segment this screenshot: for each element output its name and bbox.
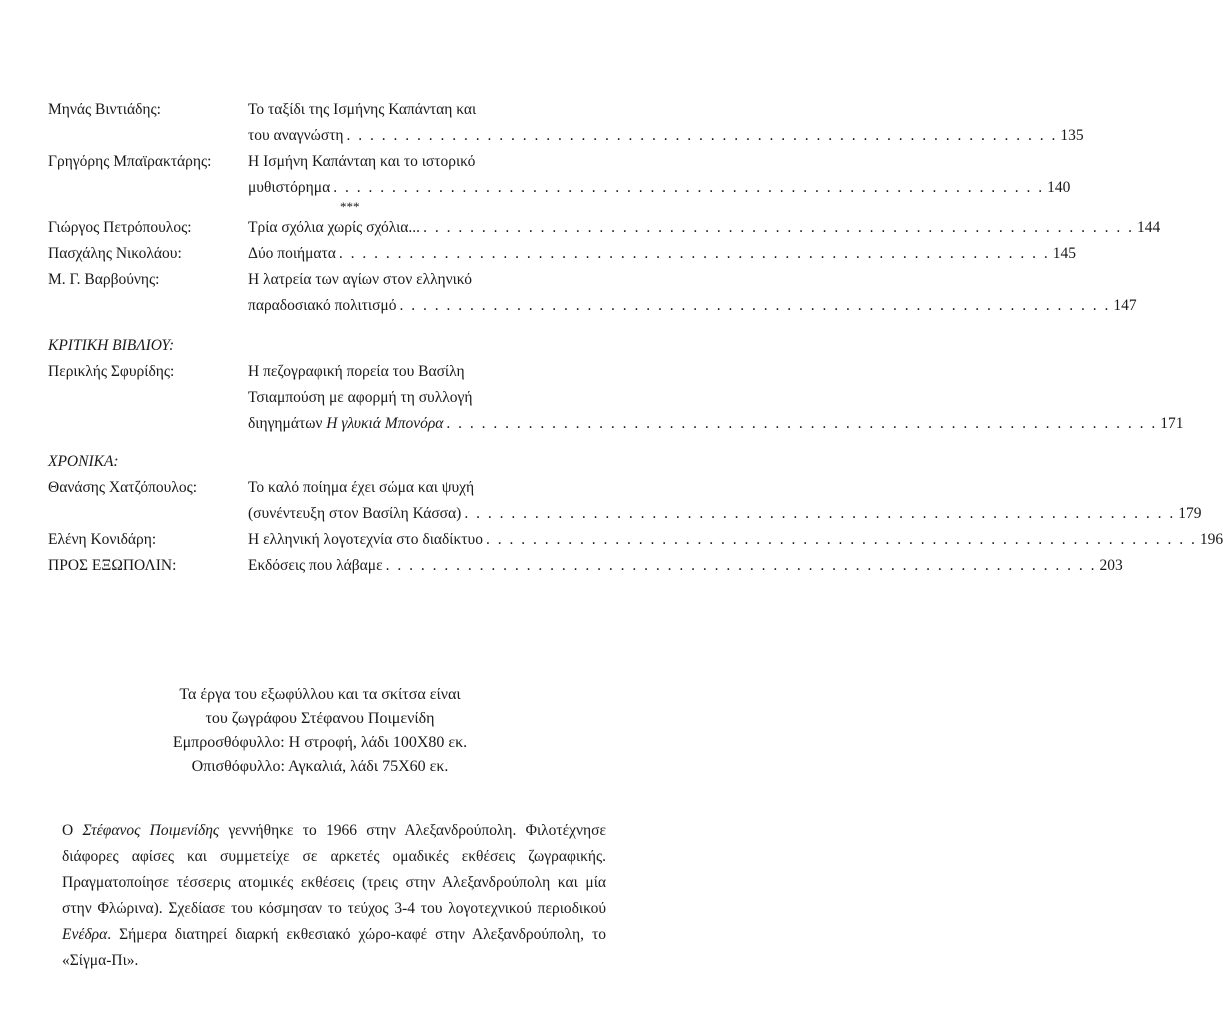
toc-leader-dots — [423, 215, 1134, 241]
toc-author: Πασχάλης Νικολάου: — [48, 245, 182, 262]
toc-author: ΠΡΟΣ ΕΞΩΠΟΛΙΝ: — [48, 557, 177, 574]
section-heading-chronicles: ΧΡΟΝΙΚΑ: — [48, 453, 119, 470]
toc-title-line: μυθιστόρημα — [248, 179, 331, 196]
toc-entry — [48, 527, 1223, 553]
toc-leader-dots — [347, 123, 1058, 149]
toc-page-number: 179 — [1178, 505, 1202, 522]
toc-title-line: Εκδόσεις που λάβαμε — [248, 557, 383, 574]
toc-leader-dots — [464, 501, 1175, 527]
toc-leader-dots — [446, 411, 1157, 437]
toc-entry — [48, 267, 1137, 319]
toc-author: Γρηγόρης Μπαϊρακτάρης: — [48, 153, 212, 170]
credits-line: Εμπροσθόφυλλο: Η στροφή, λάδι 100Χ80 εκ. — [172, 734, 468, 751]
credits-line: Τα έργα του εξωφύλλου και τα σκίτσα είναι — [179, 686, 461, 703]
toc-page-number: 144 — [1136, 219, 1161, 236]
toc-title-line: Η λατρεία των αγίων στον ελληνικό — [248, 271, 473, 288]
toc-entry — [48, 241, 1077, 267]
toc-title-line: (συνέντευξη στον Βασίλη Κάσσα) — [248, 505, 462, 522]
toc-author: Περικλής Σφυρίδης: — [48, 363, 175, 380]
toc-leader-dots — [399, 293, 1110, 319]
journal-name: Ενέδρα — [62, 926, 108, 943]
toc-title-line: Τσιαμπούση με αφορμή τη συλλογή — [248, 389, 473, 406]
cover-credits — [60, 683, 580, 779]
toc-entry — [48, 553, 1123, 579]
toc-page-number: 203 — [1099, 557, 1123, 574]
toc-title-line: Η πεζογραφική πορεία του Βασίλη — [248, 363, 465, 380]
credits-line: του ζωγράφου Στέφανου Ποιμενίδη — [205, 710, 435, 727]
toc-title-line: παραδοσιακό πολιτισμό — [248, 297, 397, 314]
toc-title-line: Η ελληνική λογοτεχνία στο διαδίκτυο — [248, 531, 483, 548]
toc-page-number: 196 — [1199, 531, 1223, 548]
toc-work — [248, 149, 1070, 201]
table-of-contents — [48, 97, 1223, 579]
toc-leader-dots — [386, 553, 1097, 579]
credits-line: Οπισθόφυλλο: Αγκαλιά, λάδι 75Χ60 εκ. — [191, 758, 449, 775]
toc-title-line: Τρία σχόλια χωρίς σχόλια... — [248, 219, 421, 236]
toc-leader-dots — [333, 175, 1044, 201]
toc-entry — [48, 475, 1202, 527]
toc-title-line: Δύο ποιήματα — [248, 245, 336, 262]
toc-entry — [48, 149, 1071, 201]
toc-title-line: του αναγνώστη — [248, 127, 344, 144]
section-heading-review: ΚΡΙΤΙΚΗ ΒΙΒΛΙΟΥ: — [48, 337, 175, 354]
toc-author: Μηνάς Βιντιάδης: — [48, 101, 161, 118]
toc-title-line: διηγημάτων — [248, 415, 323, 432]
toc-page-number: 145 — [1052, 245, 1077, 262]
toc-author: Ελένη Κονιδάρη: — [48, 531, 157, 548]
toc-work — [248, 97, 1084, 149]
toc-entry — [48, 359, 1184, 437]
toc-page-number: 147 — [1113, 297, 1137, 314]
toc-title-line: Το καλό ποίημα έχει σώμα και ψυχή — [248, 479, 475, 496]
toc-author: Γιώργος Πετρόπουλος: — [48, 219, 192, 236]
toc-book-title: Η γλυκιά Μπονόρα — [326, 415, 444, 432]
toc-author: Μ. Γ. Βαρβούνης: — [48, 271, 160, 288]
toc-author: Θανάσης Χατζόπουλος: — [48, 479, 198, 496]
artist-bio: Ο Στέφανος Ποιμενίδης γεννήθηκε το 1966 στην Αλεξανδρούπολη. Φιλοτέχνησε διάφορες αφίσες και συμμετείχε σε αρκετές ομαδικές εκθέσεις ζωγραφικής. Πραγματοποίησε τέσσερις ατομικές εκθέσεις (τρεις στην Αλεξανδρούπολη και μία στην Φλώρινα). Σχεδίασε του κόσμησαν το τεύχος 3-4 του λογοτεχνικού περιοδικού Ενέδρα. Σήμερα διατηρεί διαρκή εκθεσιακό χώρο-καφέ στην Αλεξανδρούπολη, το «Σίγμα-Πι». — [62, 822, 607, 969]
toc-entry — [48, 97, 1084, 149]
toc-page-number: 135 — [1060, 127, 1084, 144]
artist-name: Στέφανος Ποιμενίδης — [82, 822, 220, 839]
toc-entry — [48, 215, 1161, 241]
toc-page-number: 171 — [1160, 415, 1184, 432]
toc-leader-dots — [339, 241, 1050, 267]
toc-leader-dots — [486, 527, 1197, 553]
section-separator: *** — [340, 199, 360, 214]
toc-title-line: Το ταξίδι της Ισμήνης Καπάνταη και — [248, 101, 477, 118]
toc-page-number: 140 — [1047, 179, 1071, 196]
toc-title-line: Η Ισμήνη Καπάνταη και το ιστορικό — [248, 153, 476, 170]
